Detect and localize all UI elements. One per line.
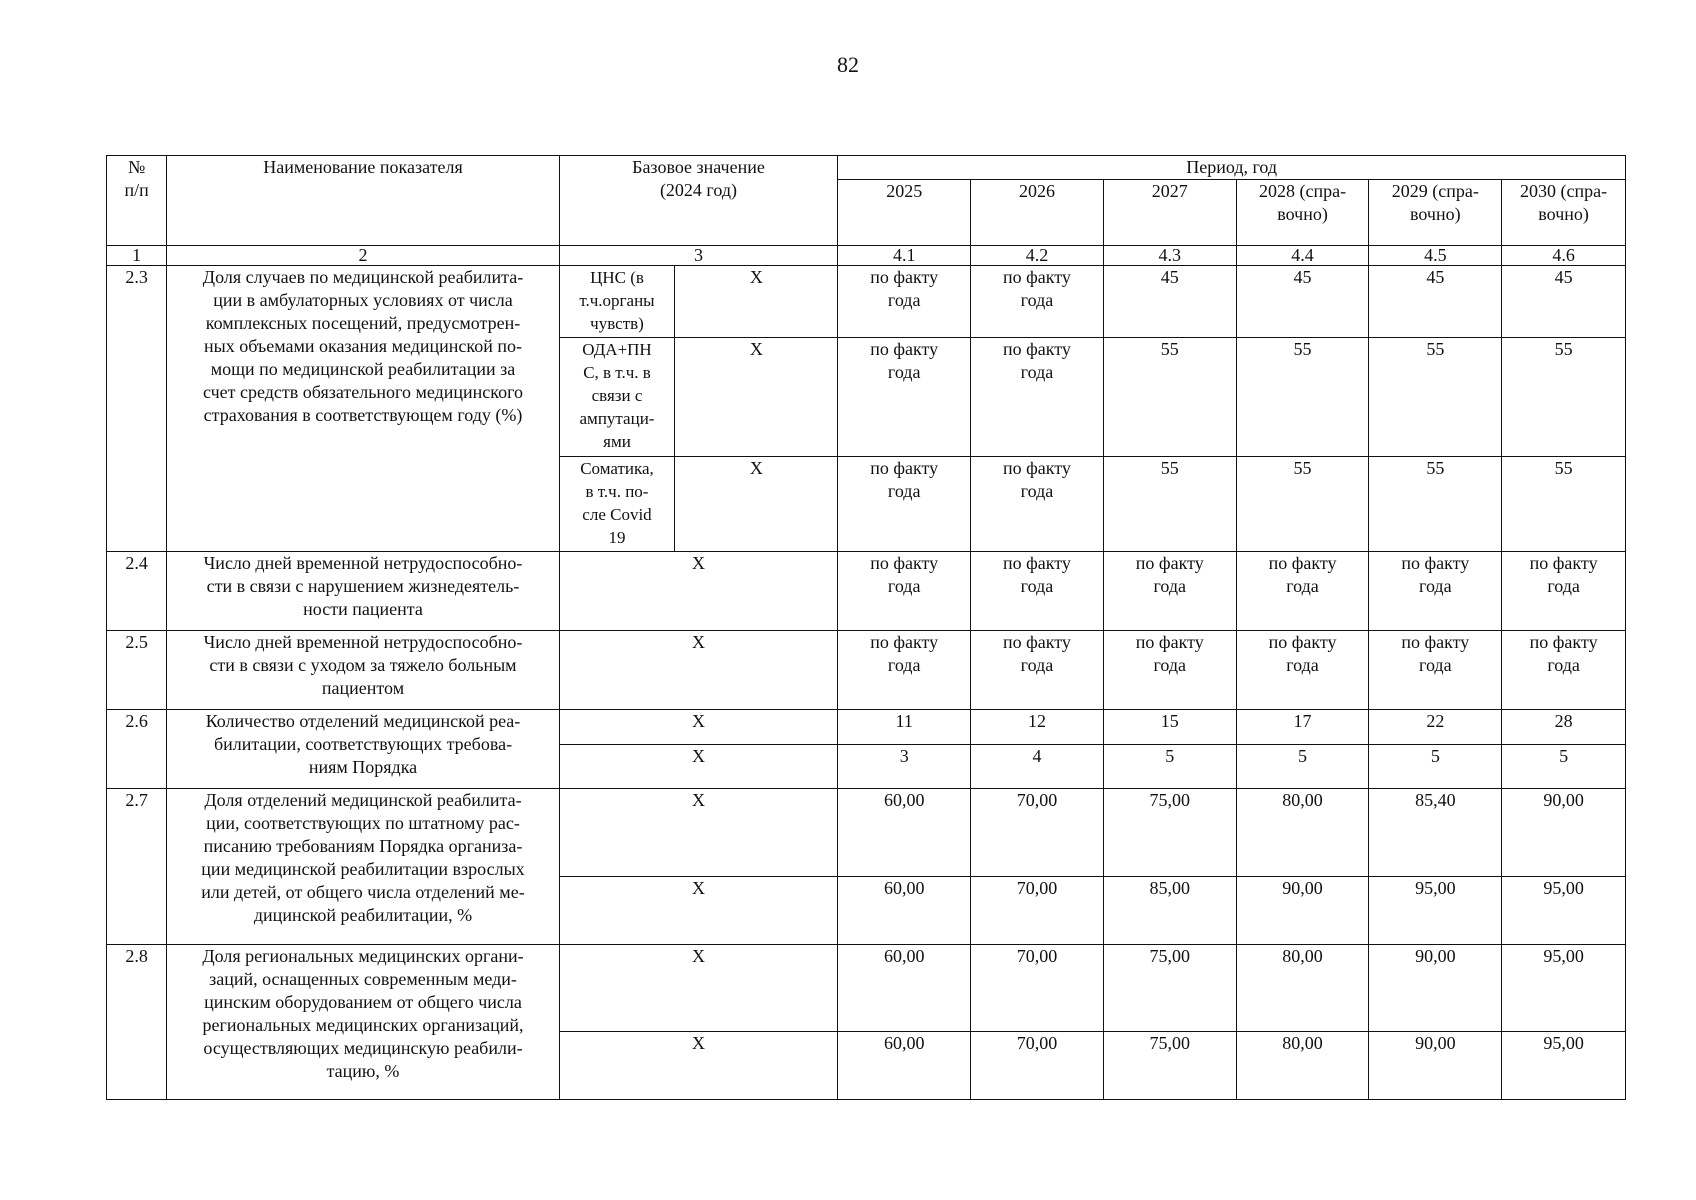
header-year: 2028 (спра- вочно) — [1236, 180, 1369, 246]
year-value: 5 — [1502, 745, 1626, 789]
row-number: 2.8 — [107, 945, 167, 1100]
year-value: 3 — [838, 745, 971, 789]
header-row-1 — [107, 156, 1626, 180]
year-value: 70,00 — [971, 789, 1104, 877]
year-value: 55 — [1103, 338, 1236, 457]
year-value: по факту года — [1502, 552, 1626, 631]
year-value: 60,00 — [838, 789, 971, 877]
table-row — [107, 266, 1626, 338]
year-value: 55 — [1502, 338, 1626, 457]
base-value: X — [559, 745, 838, 789]
indicator-name: Доля региональных медицинских органи- заций, оснащенных современным меди- цинским оборудованием от общего числа региональных медицинских организаций, осуществляющих медицинскую реабили- тацию, % — [167, 945, 559, 1100]
year-value: 90,00 — [1502, 789, 1626, 877]
header-year: 2030 (спра- вочно) — [1502, 180, 1626, 246]
col-number: 4.6 — [1502, 246, 1626, 266]
col-number: 4.4 — [1236, 246, 1369, 266]
year-value: 5 — [1369, 745, 1502, 789]
row-number: 2.5 — [107, 631, 167, 710]
col-number: 4.5 — [1369, 246, 1502, 266]
year-value: 45 — [1502, 266, 1626, 338]
year-value: 95,00 — [1502, 945, 1626, 1032]
page-number: 82 — [837, 52, 859, 77]
header-year: 2026 — [971, 180, 1104, 246]
year-value: по факту года — [971, 631, 1104, 710]
column-numbers-row — [107, 246, 1626, 266]
year-value: 85,40 — [1369, 789, 1502, 877]
year-value: 55 — [1236, 338, 1369, 457]
year-value: 75,00 — [1103, 789, 1236, 877]
year-value: по факту года — [1236, 631, 1369, 710]
table-row — [107, 552, 1626, 631]
year-value: 70,00 — [971, 1032, 1104, 1100]
year-value: 60,00 — [838, 945, 971, 1032]
year-value: по факту года — [838, 457, 971, 552]
base-value: X — [559, 1032, 838, 1100]
year-value: 55 — [1502, 457, 1626, 552]
year-value: 55 — [1369, 457, 1502, 552]
header-year: 2029 (спра- вочно) — [1369, 180, 1502, 246]
base-value: X — [559, 552, 838, 631]
year-value: по факту года — [1236, 552, 1369, 631]
year-value: 85,00 — [1103, 877, 1236, 945]
year-value: 55 — [1103, 457, 1236, 552]
base-value: X — [559, 631, 838, 710]
sub-category-label: ЦНС (в т.ч.органы чувств) — [559, 266, 675, 338]
header-name: Наименование показателя — [167, 156, 559, 246]
year-value: по факту года — [1502, 631, 1626, 710]
year-value: 80,00 — [1236, 945, 1369, 1032]
year-value: 12 — [971, 710, 1104, 745]
year-value: 5 — [1236, 745, 1369, 789]
col-number: 3 — [559, 246, 838, 266]
year-value: 17 — [1236, 710, 1369, 745]
table-row — [107, 710, 1626, 745]
year-value: по факту года — [838, 338, 971, 457]
year-value: 95,00 — [1502, 1032, 1626, 1100]
row-number: 2.3 — [107, 266, 167, 552]
year-value: 45 — [1103, 266, 1236, 338]
year-value: 60,00 — [838, 877, 971, 945]
indicator-name: Доля отделений медицинской реабилита- ции, соответствующих по штатному рас- писанию требованиям Порядка организа- ции медицинской реабилитации взрослых или детей, от общего числа отделений ме- дицинской реабилитации, % — [167, 789, 559, 945]
base-value: X — [559, 710, 838, 745]
row-number: 2.6 — [107, 710, 167, 789]
base-value: X — [675, 266, 838, 338]
year-value: 28 — [1502, 710, 1626, 745]
col-number: 4.3 — [1103, 246, 1236, 266]
table-row — [107, 945, 1626, 1032]
year-value: по факту года — [838, 552, 971, 631]
header-period: Период, год — [838, 156, 1626, 180]
header-base: Базовое значение (2024 год) — [559, 156, 838, 246]
year-value: 90,00 — [1236, 877, 1369, 945]
indicators-table — [106, 155, 1626, 1100]
year-value: 95,00 — [1502, 877, 1626, 945]
year-value: по факту года — [971, 552, 1104, 631]
year-value: 11 — [838, 710, 971, 745]
year-value: 55 — [1236, 457, 1369, 552]
sub-category-label: ОДА+ПН С, в т.ч. в связи с ампутаци- ями — [559, 338, 675, 457]
year-value: 75,00 — [1103, 1032, 1236, 1100]
row-number: 2.7 — [107, 789, 167, 945]
year-value: по факту года — [838, 631, 971, 710]
year-value: по факту года — [1103, 552, 1236, 631]
year-value: по факту года — [1369, 631, 1502, 710]
base-value: X — [675, 338, 838, 457]
year-value: 5 — [1103, 745, 1236, 789]
year-value: 22 — [1369, 710, 1502, 745]
year-value: 95,00 — [1369, 877, 1502, 945]
sub-category-label: Соматика, в т.ч. по- сле Covid 19 — [559, 457, 675, 552]
year-value: 45 — [1236, 266, 1369, 338]
year-value: по факту года — [1103, 631, 1236, 710]
year-value: 75,00 — [1103, 945, 1236, 1032]
year-value: 90,00 — [1369, 945, 1502, 1032]
year-value: по факту года — [971, 457, 1104, 552]
col-number: 4.1 — [838, 246, 971, 266]
col-number: 4.2 — [971, 246, 1104, 266]
year-value: 15 — [1103, 710, 1236, 745]
indicator-name: Число дней временной нетрудоспособно- сти в связи с нарушением жизнедеятель- ности пациента — [167, 552, 559, 631]
header-year: 2027 — [1103, 180, 1236, 246]
year-value: 55 — [1369, 338, 1502, 457]
year-value: 4 — [971, 745, 1104, 789]
base-value: X — [559, 789, 838, 877]
table-row — [107, 631, 1626, 710]
year-value: по факту года — [971, 266, 1104, 338]
table-row — [107, 789, 1626, 877]
base-value: X — [675, 457, 838, 552]
year-value: 70,00 — [971, 945, 1104, 1032]
base-value: X — [559, 945, 838, 1032]
col-number: 1 — [107, 246, 167, 266]
year-value: 60,00 — [838, 1032, 971, 1100]
year-value: по факту года — [1369, 552, 1502, 631]
year-value: 80,00 — [1236, 789, 1369, 877]
year-value: по факту года — [838, 266, 971, 338]
indicator-name: Количество отделений медицинской реа- билитации, соответствующих требова- ниям Порядка — [167, 710, 559, 789]
indicator-name: Доля случаев по медицинской реабилита- ции в амбулаторных условиях от числа комплексных посещений, предусмотрен- ных объемами оказания медицинской по- мощи по медицинской реабилитации за счет средств обязательного медицинского страхования в соответствующем году (%) — [167, 266, 559, 552]
year-value: 45 — [1369, 266, 1502, 338]
year-value: 80,00 — [1236, 1032, 1369, 1100]
header-year: 2025 — [838, 180, 971, 246]
year-value: по факту года — [971, 338, 1104, 457]
indicator-name: Число дней временной нетрудоспособно- сти в связи с уходом за тяжело больным пациентом — [167, 631, 559, 710]
col-number: 2 — [167, 246, 559, 266]
base-value: X — [559, 877, 838, 945]
year-value: 90,00 — [1369, 1032, 1502, 1100]
row-number: 2.4 — [107, 552, 167, 631]
year-value: 70,00 — [971, 877, 1104, 945]
header-num: № п/п — [107, 156, 167, 246]
